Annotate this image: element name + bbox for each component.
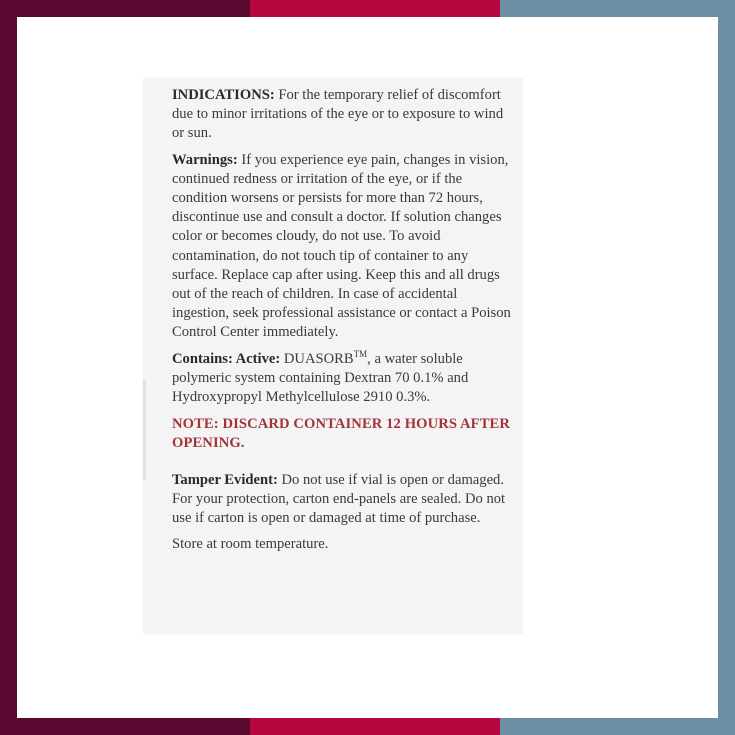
contains-text: , a water soluble polymeric system containing Dextran 70 0.1% and Hydroxypropyl Methylcellulose 2910 0.3%. bbox=[172, 350, 469, 406]
label-text-block bbox=[172, 86, 512, 561]
tamper-text: Do not use if vial is open or damaged. For your protection, carton end-panels are sealed. Do not use if carton is open or damaged at time of purchase. bbox=[172, 471, 506, 527]
frame-left-bar bbox=[0, 0, 17, 735]
frame-top-segment-maroon bbox=[0, 0, 250, 17]
frame-top-segment-crimson bbox=[250, 0, 500, 17]
warnings-text: If you experience eye pain, changes in vision, continued redness or irritation of the eye, or if the condition worsens or persists for more than 72 hours, discontinue use and consult a doctor. If solution changes color or becomes cloudy, do not use. To avoid contamination, do not touch tip of container to any surface. Replace cap after using. Keep this and all drugs out of the reach of children. In case of accidental ingestion, seek professional assistance or contact a Poison Control Center immediately. bbox=[172, 151, 511, 341]
trademark-symbol: TM bbox=[353, 348, 368, 359]
warnings-heading: Warnings: bbox=[172, 151, 238, 168]
contains-heading: Contains: Active: bbox=[172, 350, 281, 367]
frame-bottom-segment-maroon bbox=[0, 718, 250, 735]
indications-heading: INDICATIONS: bbox=[172, 87, 275, 103]
tamper-paragraph bbox=[172, 471, 512, 529]
frame-bottom-segment-crimson bbox=[250, 718, 500, 735]
label-panel-edge-accent bbox=[143, 380, 146, 480]
warnings-paragraph bbox=[172, 151, 512, 343]
tamper-heading: Tamper Evident: bbox=[172, 471, 278, 488]
contains-brand: DUASORB bbox=[283, 350, 354, 367]
contains-paragraph bbox=[172, 350, 512, 408]
discard-note: NOTE: DISCARD CONTAINER 12 HOURS AFTER OPENING. bbox=[172, 416, 511, 452]
indications-paragraph bbox=[172, 86, 512, 144]
frame-top-segment-steel bbox=[500, 0, 735, 17]
indications-text: For the temporary relief of discomfort due to minor irritations of the eye or to exposure to wind or sun. bbox=[172, 87, 504, 142]
frame-right-bar bbox=[718, 0, 735, 735]
frame-bottom-segment-steel bbox=[500, 718, 735, 735]
storage-text: Store at room temperature. bbox=[172, 536, 329, 553]
